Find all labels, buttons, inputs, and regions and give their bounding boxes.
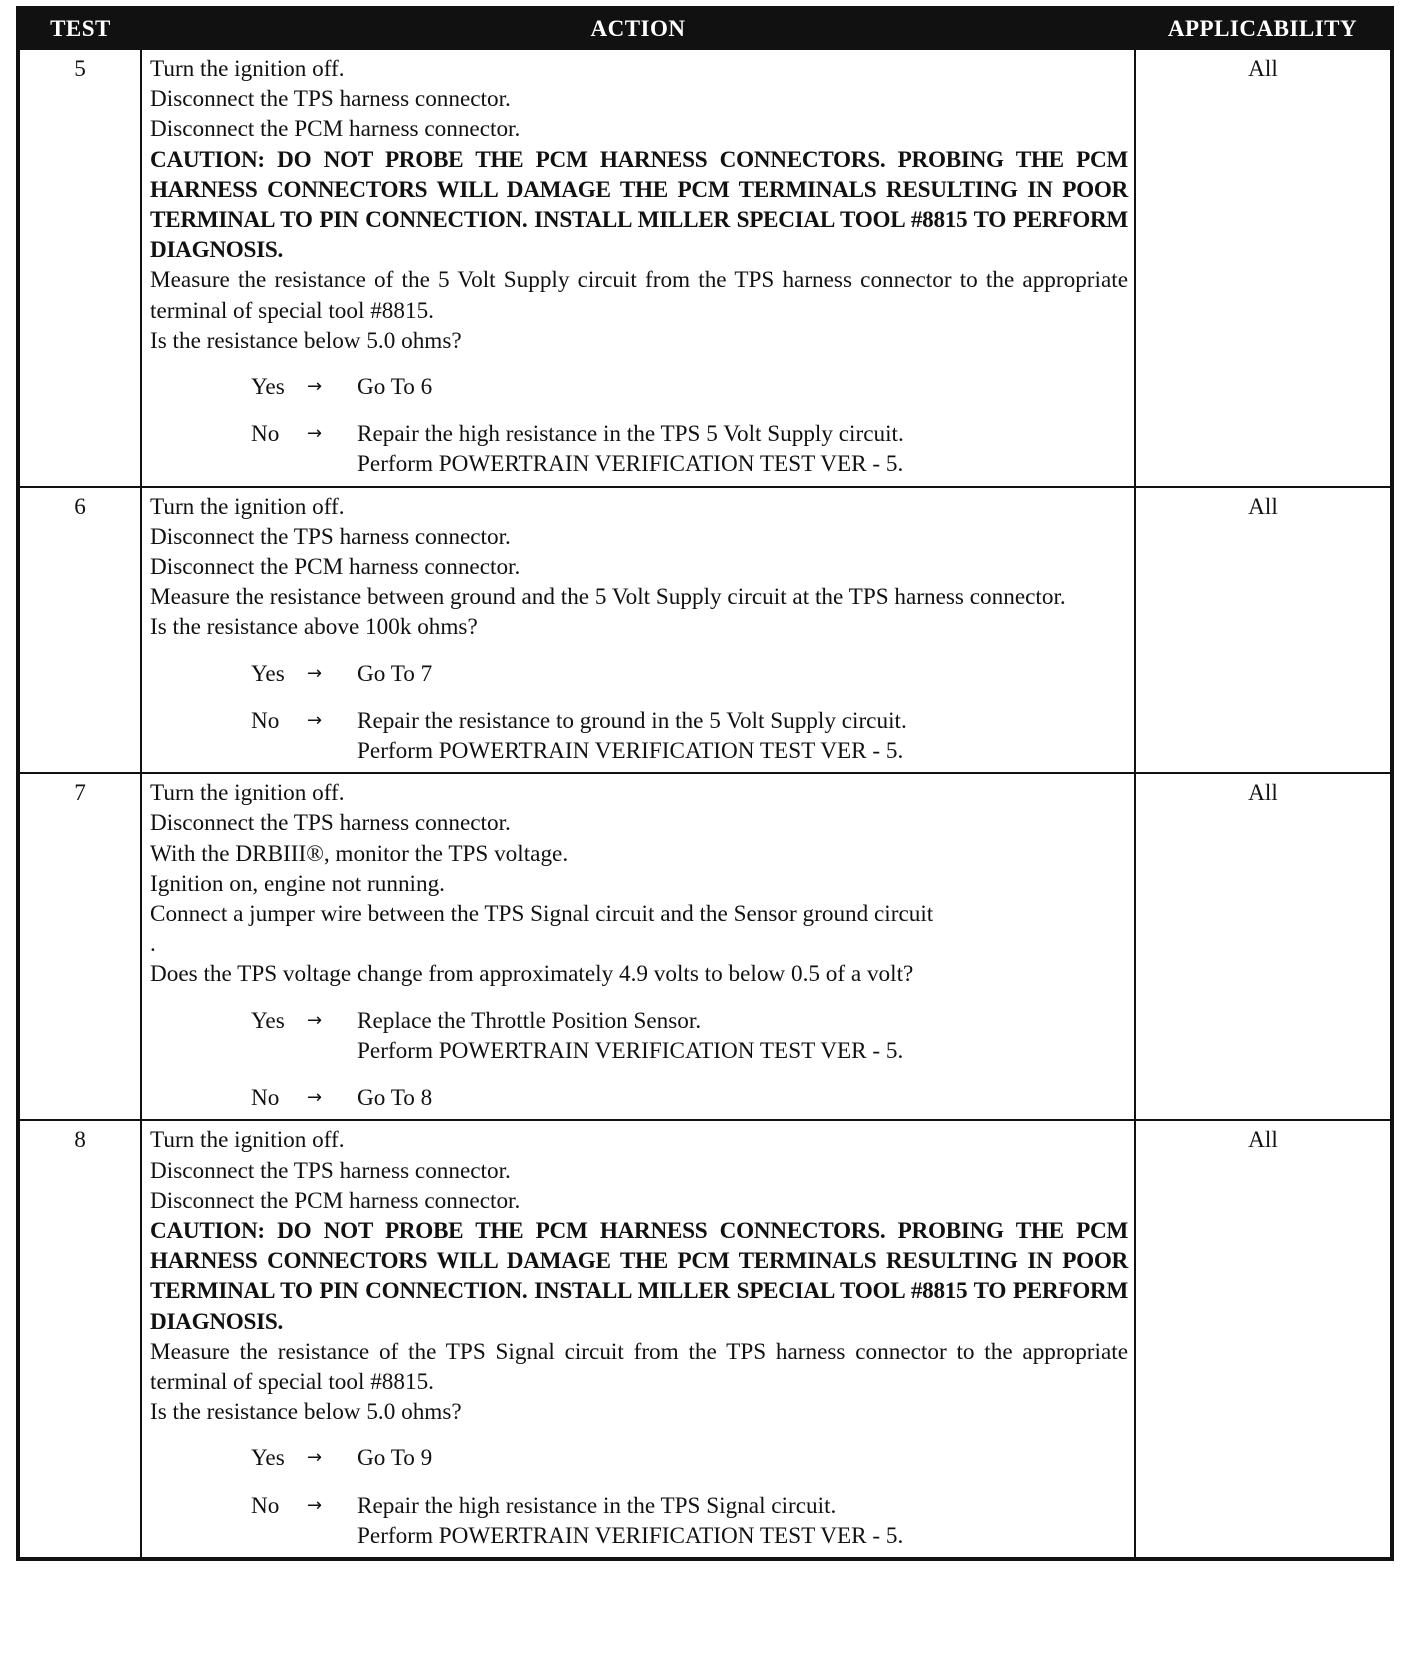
arrow-icon: → [307, 1087, 323, 1109]
outcome-line: Go To 8 [357, 1085, 433, 1112]
test-question: Is the resistance below 5.0 ohms? [150, 1399, 462, 1426]
outcome-line: Perform POWERTRAIN VERIFICATION TEST VER - 5. [357, 451, 904, 478]
arrow-icon: → [307, 662, 323, 684]
step-line: Turn the ignition off. [150, 493, 345, 520]
no-outcome [251, 1491, 1128, 1551]
test-question: Is the resistance below 5.0 ohms? [150, 327, 462, 354]
outcomes [251, 372, 1128, 480]
outcome-result [357, 1006, 1128, 1066]
measure-instruction: Measure the resistance of the 5 Volt Supply circuit from the TPS harness connector to the appropriate terminal of special tool #8815. [150, 267, 1128, 324]
action-cell [141, 773, 1135, 1120]
outcome-result [357, 1491, 1128, 1551]
test-number: 5 [18, 49, 141, 487]
outcome-label: No [251, 707, 280, 734]
step-line: Disconnect the TPS harness connector. [150, 86, 511, 113]
test-question: Is the resistance above 100k ohms? [150, 614, 478, 641]
applicability-value: All [1135, 49, 1392, 487]
step-line: Turn the ignition off. [150, 1127, 345, 1154]
outcome-line: Repair the high resistance in the TPS Signal circuit. [357, 1492, 837, 1519]
test-row [18, 773, 1392, 1120]
arrow-icon: → [307, 1009, 323, 1031]
caution-text: CAUTION: DO NOT PROBE THE PCM HARNESS CONNECTORS. PROBING THE PCM HARNESS CONNECTORS WILL DAMAGE THE PCM TERMINALS RESULTING IN POOR TERMINAL TO PIN CONNECTION. INSTALL MILLER SPECIAL TOOL #8815 TO PERFORM DIAGNOSIS. [150, 1217, 1128, 1335]
outcome-line: Repair the high resistance in the TPS 5 Volt Supply circuit. [357, 421, 904, 448]
outcome-line: Perform POWERTRAIN VERIFICATION TEST VER - 5. [357, 1037, 904, 1064]
outcome-label: Yes [251, 1445, 285, 1472]
step-line: Disconnect the TPS harness connector. [150, 810, 511, 837]
outcome-label: No [251, 1085, 280, 1112]
test-number: 8 [18, 1120, 141, 1559]
no-outcome [251, 1083, 1128, 1113]
caution-text: CAUTION: DO NOT PROBE THE PCM HARNESS CONNECTORS. PROBING THE PCM HARNESS CONNECTORS WILL DAMAGE THE PCM TERMINALS RESULTING IN POOR TERMINAL TO PIN CONNECTION. INSTALL MILLER SPECIAL TOOL #8815 TO PERFORM DIAGNOSIS. [150, 146, 1128, 264]
table-body [18, 49, 1392, 1559]
outcome-label: No [251, 1492, 280, 1519]
test-number: 6 [18, 487, 141, 774]
action-cell [141, 49, 1135, 487]
test-row [18, 49, 1392, 487]
step-line: Disconnect the PCM harness connector. [150, 554, 521, 581]
step-line: Turn the ignition off. [150, 780, 345, 807]
outcome-result [357, 1443, 1128, 1473]
measure-instruction: Measure the resistance of the TPS Signal circuit from the TPS harness connector to the appropriate terminal of special tool #8815. [150, 1338, 1128, 1395]
outcomes [251, 1443, 1128, 1551]
outcome-result [357, 1083, 1128, 1113]
test-number: 7 [18, 773, 141, 1120]
yes-outcome [251, 1006, 1128, 1066]
arrow-icon: → [307, 1494, 323, 1516]
outcome-label: Yes [251, 660, 285, 687]
yes-outcome [251, 372, 1128, 402]
action-cell [141, 1120, 1135, 1559]
outcome-line: Go To 6 [357, 374, 433, 401]
outcome-result [357, 372, 1128, 402]
header-applicability: APPLICABILITY [1135, 8, 1392, 49]
outcomes [251, 1006, 1128, 1114]
applicability-value: All [1135, 773, 1392, 1120]
outcome-line: Perform POWERTRAIN VERIFICATION TEST VER - 5. [357, 1522, 904, 1549]
step-line: Disconnect the TPS harness connector. [150, 1157, 511, 1184]
header-row [18, 8, 1392, 49]
outcome-label: Yes [251, 1007, 285, 1034]
step-line: Disconnect the PCM harness connector. [150, 116, 521, 143]
outcome-result [357, 706, 1128, 766]
yes-outcome [251, 659, 1128, 689]
no-outcome [251, 706, 1128, 766]
outcome-line: Replace the Throttle Position Sensor. [357, 1007, 702, 1034]
test-row [18, 1120, 1392, 1559]
diagnostic-test-table [16, 6, 1394, 1561]
step-line: . [150, 931, 156, 958]
outcome-line: Go To 9 [357, 1445, 433, 1472]
table-header [18, 8, 1392, 49]
arrow-icon: → [307, 376, 323, 398]
outcome-line: Perform POWERTRAIN VERIFICATION TEST VER - 5. [357, 738, 904, 765]
outcome-label: No [251, 421, 280, 448]
arrow-icon: → [307, 709, 323, 731]
step-line: Ignition on, engine not running. [150, 870, 445, 897]
outcome-label: Yes [251, 374, 285, 401]
test-row [18, 487, 1392, 774]
arrow-icon: → [307, 423, 323, 445]
applicability-value: All [1135, 1120, 1392, 1559]
yes-outcome [251, 1443, 1128, 1473]
measure-instruction: Measure the resistance between ground and the 5 Volt Supply circuit at the TPS harness connector. [150, 584, 1066, 611]
outcome-line: Repair the resistance to ground in the 5 Volt Supply circuit. [357, 707, 907, 734]
applicability-value: All [1135, 487, 1392, 774]
step-line: Disconnect the PCM harness connector. [150, 1187, 521, 1214]
outcomes [251, 659, 1128, 767]
step-line: Connect a jumper wire between the TPS Signal circuit and the Sensor ground circuit [150, 901, 934, 928]
step-line: Disconnect the TPS harness connector. [150, 523, 511, 550]
action-cell [141, 487, 1135, 774]
no-outcome [251, 419, 1128, 479]
arrow-icon: → [307, 1447, 323, 1469]
step-line: Turn the ignition off. [150, 56, 345, 82]
step-line: With the DRBIII®, monitor the TPS voltage. [150, 840, 569, 867]
header-test: TEST [18, 8, 141, 49]
header-action: ACTION [141, 8, 1135, 49]
outcome-line: Go To 7 [357, 660, 433, 687]
outcome-result [357, 419, 1128, 479]
test-question: Does the TPS voltage change from approximately 4.9 volts to below 0.5 of a volt? [150, 961, 914, 988]
outcome-result [357, 659, 1128, 689]
